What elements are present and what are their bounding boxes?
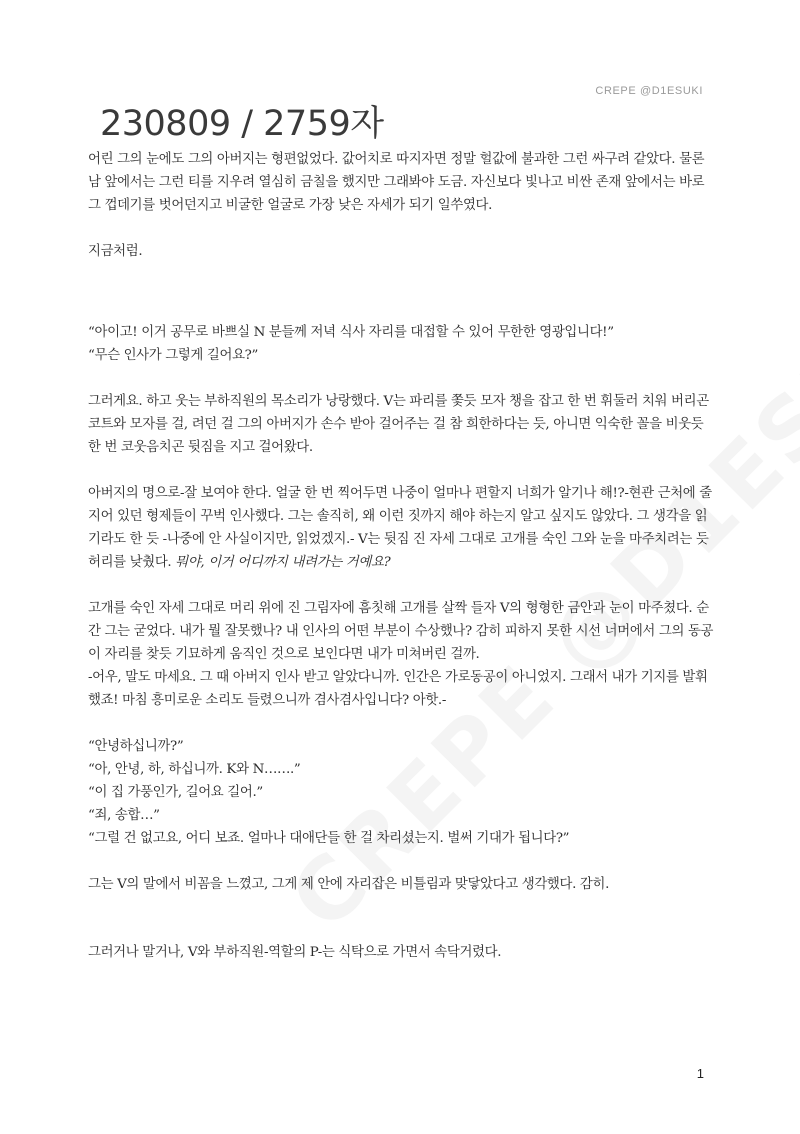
paragraph-7: “안녕하십니까?” “아, 안녕, 하, 하십니까. K와 N…….” “이 집 가풍인가, 길어요 길어.” “죄, 송합…” “그럴 건 없고요, 어디 보죠. 얼마나 대애단들 한 걸 차리셨는지. 벌써 기대가 됩니다?”	[88, 739, 570, 846]
paragraph-5-italic: 뭐야, 이거 어디까지 내려가는 거예요?	[175, 555, 391, 570]
paragraph-4: 그러게요. 하고 웃는 부하직원의 목소리가 낭랑했다. V는 파리를 쫓듯 모자 챙을 잡고 한 번 휘둘러 치워 버리곤 코트와 모자를 걸, 려던 걸 그의 아버지가 손수 받아 걸어주는 걸 참 희한하다는 듯, 아니면 익숙한 꼴을 비웃듯 한 번 코웃음치곤 뒷짐을 지고 걸어왔다.	[88, 394, 709, 455]
paragraph-9: 그러거나 말거나, V와 부하직원-역할의 P-는 식탁으로 가면서 속닥거렸다.	[88, 945, 502, 960]
paragraph-1: 어린 그의 눈에도 그의 아버지는 형편없었다. 값어치로 따지자면 정말 헐값에 불과한 그런 싸구려 같았다. 물론 남 앞에서는 그런 티를 지우려 열심히 금칠을 했지만 그래봐야 도금. 자신보다 빛나고 비싼 존재 앞에서는 바로 그 껍데기를 벗어던지고 비굴한 얼굴로 가장 낮은 자세가 되기 일쑤였다.	[88, 152, 705, 213]
paragraph-3: “아이고! 이거 공무로 바쁘실 N 분들께 저녁 식사 자리를 대접할 수 있어 무한한 영광입니다!” “무슨 인사가 그렇게 길어요?”	[88, 325, 614, 363]
page-title: 230809 / 2759자	[100, 104, 384, 144]
author-credit: CREPE @D1ESUKI	[595, 85, 703, 97]
paragraph-2: 지금처럼.	[88, 244, 143, 259]
paragraph-6: 고개를 숙인 자세 그대로 머리 위에 진 그림자에 흠칫해 고개를 살짝 들자 V의 형형한 금안과 눈이 마주쳤다. 순간 그는 굳었다. 내가 뭘 잘못했나? 내 인사의 어떤 부분이 수상했나? 감히 피하지 못한 시선 너머에서 그의 동공이 자리를 찾듯 기묘하게 움직인 것으로 보인다면 내가 미쳐버린 걸까. -어우, 말도 마세요. 그 때 아버지 인사 받고 알았다니까. 인간은 가로동공이 아니었지. 그래서 내가 기지를 발휘했죠! 마침 흥미로운 소리도 들렸으니까 겸사겸사입니다? 아핫.-	[88, 601, 714, 708]
story-body	[88, 148, 714, 964]
paragraph-5-text: 아버지의 명으로-잘 보여야 한다. 얼굴 한 번 찍어두면 나중이 얼마나 편할지 너희가 알기나 해!?-현관 근처에 줄지어 있던 형제들이 꾸벅 인사했다. 그는 솔직히, 왜 이런 짓까지 해야 하는지 알고 싶지도 않았다. 그 생각을 읽기라도 한 듯 -나중에 안 사실이지만, 읽었겠지.- V는 뒷짐 진 자세 그대로 고개를 숙인 그와 눈을 마주치려는 듯 허리를 낮췄다.	[88, 486, 712, 570]
paragraph-8: 그는 V의 말에서 비꼼을 느꼈고, 그게 제 안에 자리잡은 비틀림과 맞닿았다고 생각했다. 감히.	[88, 877, 609, 892]
paragraph-5	[88, 482, 714, 574]
page-number: 1	[696, 1066, 704, 1081]
